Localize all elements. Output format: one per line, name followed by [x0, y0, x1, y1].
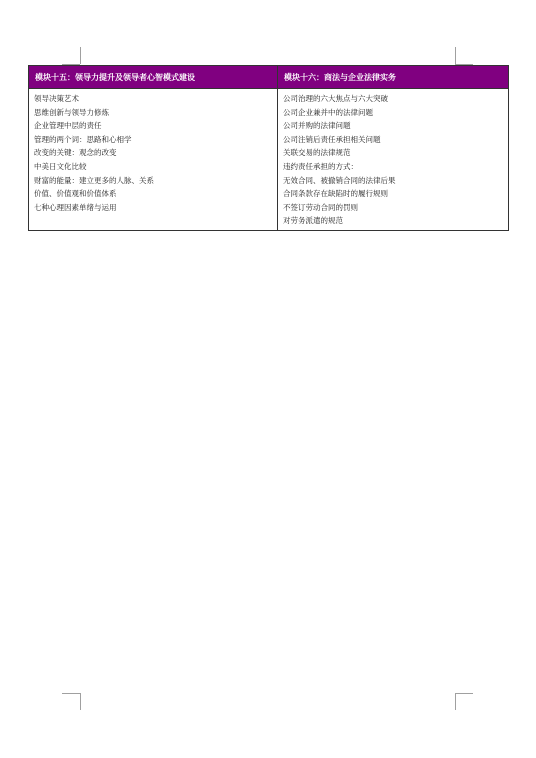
crop-mark-top-left-vertical: [80, 47, 81, 64]
module-16-item: 对劳务派遣的规范: [283, 216, 343, 226]
crop-mark-bottom-right-vertical: [455, 693, 456, 710]
module-15-item: 价值、价值观和价值体系: [34, 189, 117, 199]
module-15-item-list: [34, 92, 273, 214]
module-15-item: 管理的两个词：思路和心相学: [34, 134, 132, 144]
module-16-item: 合同条款存在缺陷时的履行规则: [283, 189, 388, 199]
crop-mark-bottom-left-vertical: [80, 693, 81, 710]
module-16-item: 公司注销后责任承担相关问题: [283, 134, 381, 144]
table-body-row: [29, 89, 509, 231]
module-16-item: 不签订劳动合同的罚则: [283, 202, 358, 212]
crop-mark-top-right-vertical: [455, 47, 456, 64]
module-16-item: 公司并购的法律问题: [283, 121, 351, 131]
module-16-item: 无效合同、被撤销合同的法律后果: [283, 175, 396, 185]
crop-mark-bottom-left-horizontal: [62, 693, 80, 694]
module-15-item: 财富的能量：建立更多的人脉、关系: [34, 175, 154, 185]
module-15-item: 思维创新与领导力修炼: [34, 107, 109, 117]
module-15-item: 改变的关键：观念的改变: [34, 148, 117, 158]
module-16-item: 违约责任承担的方式：: [283, 161, 358, 171]
module-15-item: 七种心理因素单绪与运用: [34, 202, 117, 212]
module-16-item: 公司治理的六大焦点与六大突破: [283, 94, 388, 103]
module-15-item: 企业管理中层的责任: [34, 121, 102, 131]
module-16-item-list: [283, 92, 504, 228]
module-16-item: 公司企业兼并中的法律问题: [283, 107, 373, 117]
module-16-item: 关联交易的法律规范: [283, 148, 351, 158]
module-15-item: 中美日文化比较: [34, 161, 87, 171]
module-table: [28, 65, 509, 231]
module-16-header: 模块十六：商法与企业法律实务: [278, 66, 509, 89]
table-header-row: [29, 66, 509, 89]
module-15-header: 模块十五：领导力提升及领导者心智模式建设: [29, 66, 278, 89]
crop-mark-bottom-right-horizontal: [455, 693, 473, 694]
module-15-cell: [29, 89, 278, 231]
module-15-item: 领导决策艺术: [34, 94, 79, 103]
module-16-cell: [278, 89, 509, 231]
